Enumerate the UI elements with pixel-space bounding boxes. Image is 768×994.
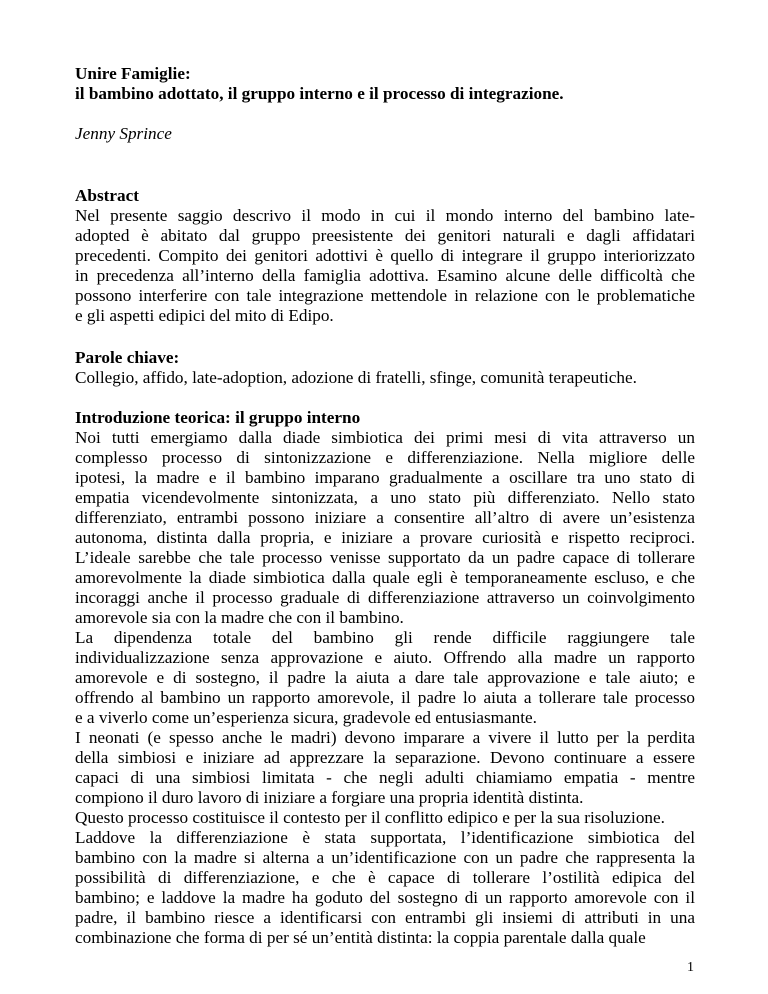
text-line: ipotesi, la madre e il bambino imparano gradualmente a oscillare tra uno stato di (75, 468, 695, 487)
text-line: adopted è abitato dal gruppo preesistente dei genitori naturali e dagli affidatari (75, 226, 695, 245)
author-name: Jenny Sprince (75, 124, 172, 143)
text-line: I neonati (e spesso anche le madri) devono imparare a vivere il lutto per la perdita (75, 728, 695, 747)
text-line: autonoma, distinta dalla propria, e iniziare a provare curiosità e rispetto reciproci. (75, 528, 695, 547)
page-number: 1 (687, 960, 694, 975)
text-line: combinazione che forma di per sé un’entità distinta: la coppia parentale dalla quale (75, 928, 646, 947)
text-line: L’ideale sarebbe che tale processo venisse supportato da un padre capace di tollerare (75, 548, 695, 567)
text-line: offrendo al bambino un rapporto amorevole, il padre lo aiuta a tollerare tale processo (75, 688, 695, 707)
text-line: bambino con la madre si alterna a un’identificazione con un padre che rappresenta la (75, 848, 695, 867)
text-line: bambino; e laddove la madre ha goduto del sostegno di un rapporto amorevole con il (75, 888, 695, 907)
intro-heading: Introduzione teorica: il gruppo interno (75, 408, 361, 427)
text-line: La dipendenza totale del bambino gli rende difficile raggiungere tale (75, 628, 695, 647)
text-line: amorevole e di sostegno, il padre la aiuta a dare tale approvazione e tale aiuto; e (75, 668, 695, 687)
title-line-2: il bambino adottato, il gruppo interno e il processo di integrazione. (75, 84, 564, 103)
text-line: individualizzazione senza approvazione e aiuto. Offrendo alla madre un rapporto (75, 648, 695, 667)
keywords-section (75, 348, 695, 388)
text-line: amorevole sia con la madre che con il bambino. (75, 608, 404, 627)
text-line: differenziato, entrambi possono iniziare a consentire all’altro di avere un’esistenza (75, 508, 695, 527)
abstract-body (75, 206, 695, 326)
text-line: possibilità di differenziazione, e che è capace di tollerare l’ostilità edipica del (75, 868, 695, 887)
text-line: e gli aspetti edipici del mito di Edipo. (75, 306, 334, 325)
title-line-1: Unire Famiglie: (75, 64, 191, 83)
text-line: possono interferire con tale integrazione mettendole in relazione con le problematiche (75, 286, 695, 305)
text-line: Laddove la differenziazione è stata supportata, l’identificazione simbiotica del (75, 828, 695, 847)
keywords-text: Collegio, affido, late-adoption, adozione di fratelli, sfinge, comunità terapeutiche. (75, 368, 637, 387)
text-line: e a viverlo come un’esperienza sicura, gradevole ed entusiasmante. (75, 708, 537, 727)
keywords-heading: Parole chiave: (75, 348, 180, 367)
text-line: Questo processo costituisce il contesto per il conflitto edipico e per la sua risoluzione. (75, 808, 665, 827)
text-line: precedenti. Compito dei genitori adottivi è quello di integrare il gruppo interiorizzato (75, 246, 695, 265)
text-line: capaci di una simbiosi limitata - che negli adulti chiamiamo empatia - mentre (75, 768, 695, 787)
text-line: della simbiosi e iniziare ad apprezzare la separazione. Devono continuare a essere (75, 748, 695, 767)
text-line: padre, il bambino riesce a identificarsi con entrambi gli insiemi di attributi in una (75, 908, 695, 927)
text-line: amorevolmente la diade simbiotica dalla quale egli è temporaneamente escluso, e che (75, 568, 695, 587)
abstract-heading: Abstract (75, 186, 139, 205)
intro-section (75, 408, 695, 948)
text-line: complesso processo di sintonizzazione e differenziazione. Nella migliore delle (75, 448, 695, 467)
text-line: in precedenza all’interno della famiglia adottiva. Esamino alcune delle difficoltà che (75, 266, 695, 285)
abstract-section (75, 186, 695, 326)
text-line: Noi tutti emergiamo dalla diade simbiotica dei primi mesi di vita attraverso un (75, 428, 695, 447)
text-line: incoraggi anche il processo graduale di differenziazione attraverso un coinvolgimento (75, 588, 695, 607)
text-line: empatia vicendevolmente sintonizzata, a uno stato più differenziato. Nello stato (75, 488, 695, 507)
text-line: compiono il duro lavoro di iniziare a forgiare una propria identità distinta. (75, 788, 584, 807)
intro-body (75, 428, 695, 948)
document-title (75, 64, 695, 104)
text-line: Nel presente saggio descrivo il modo in cui il mondo interno del bambino late- (75, 206, 695, 225)
